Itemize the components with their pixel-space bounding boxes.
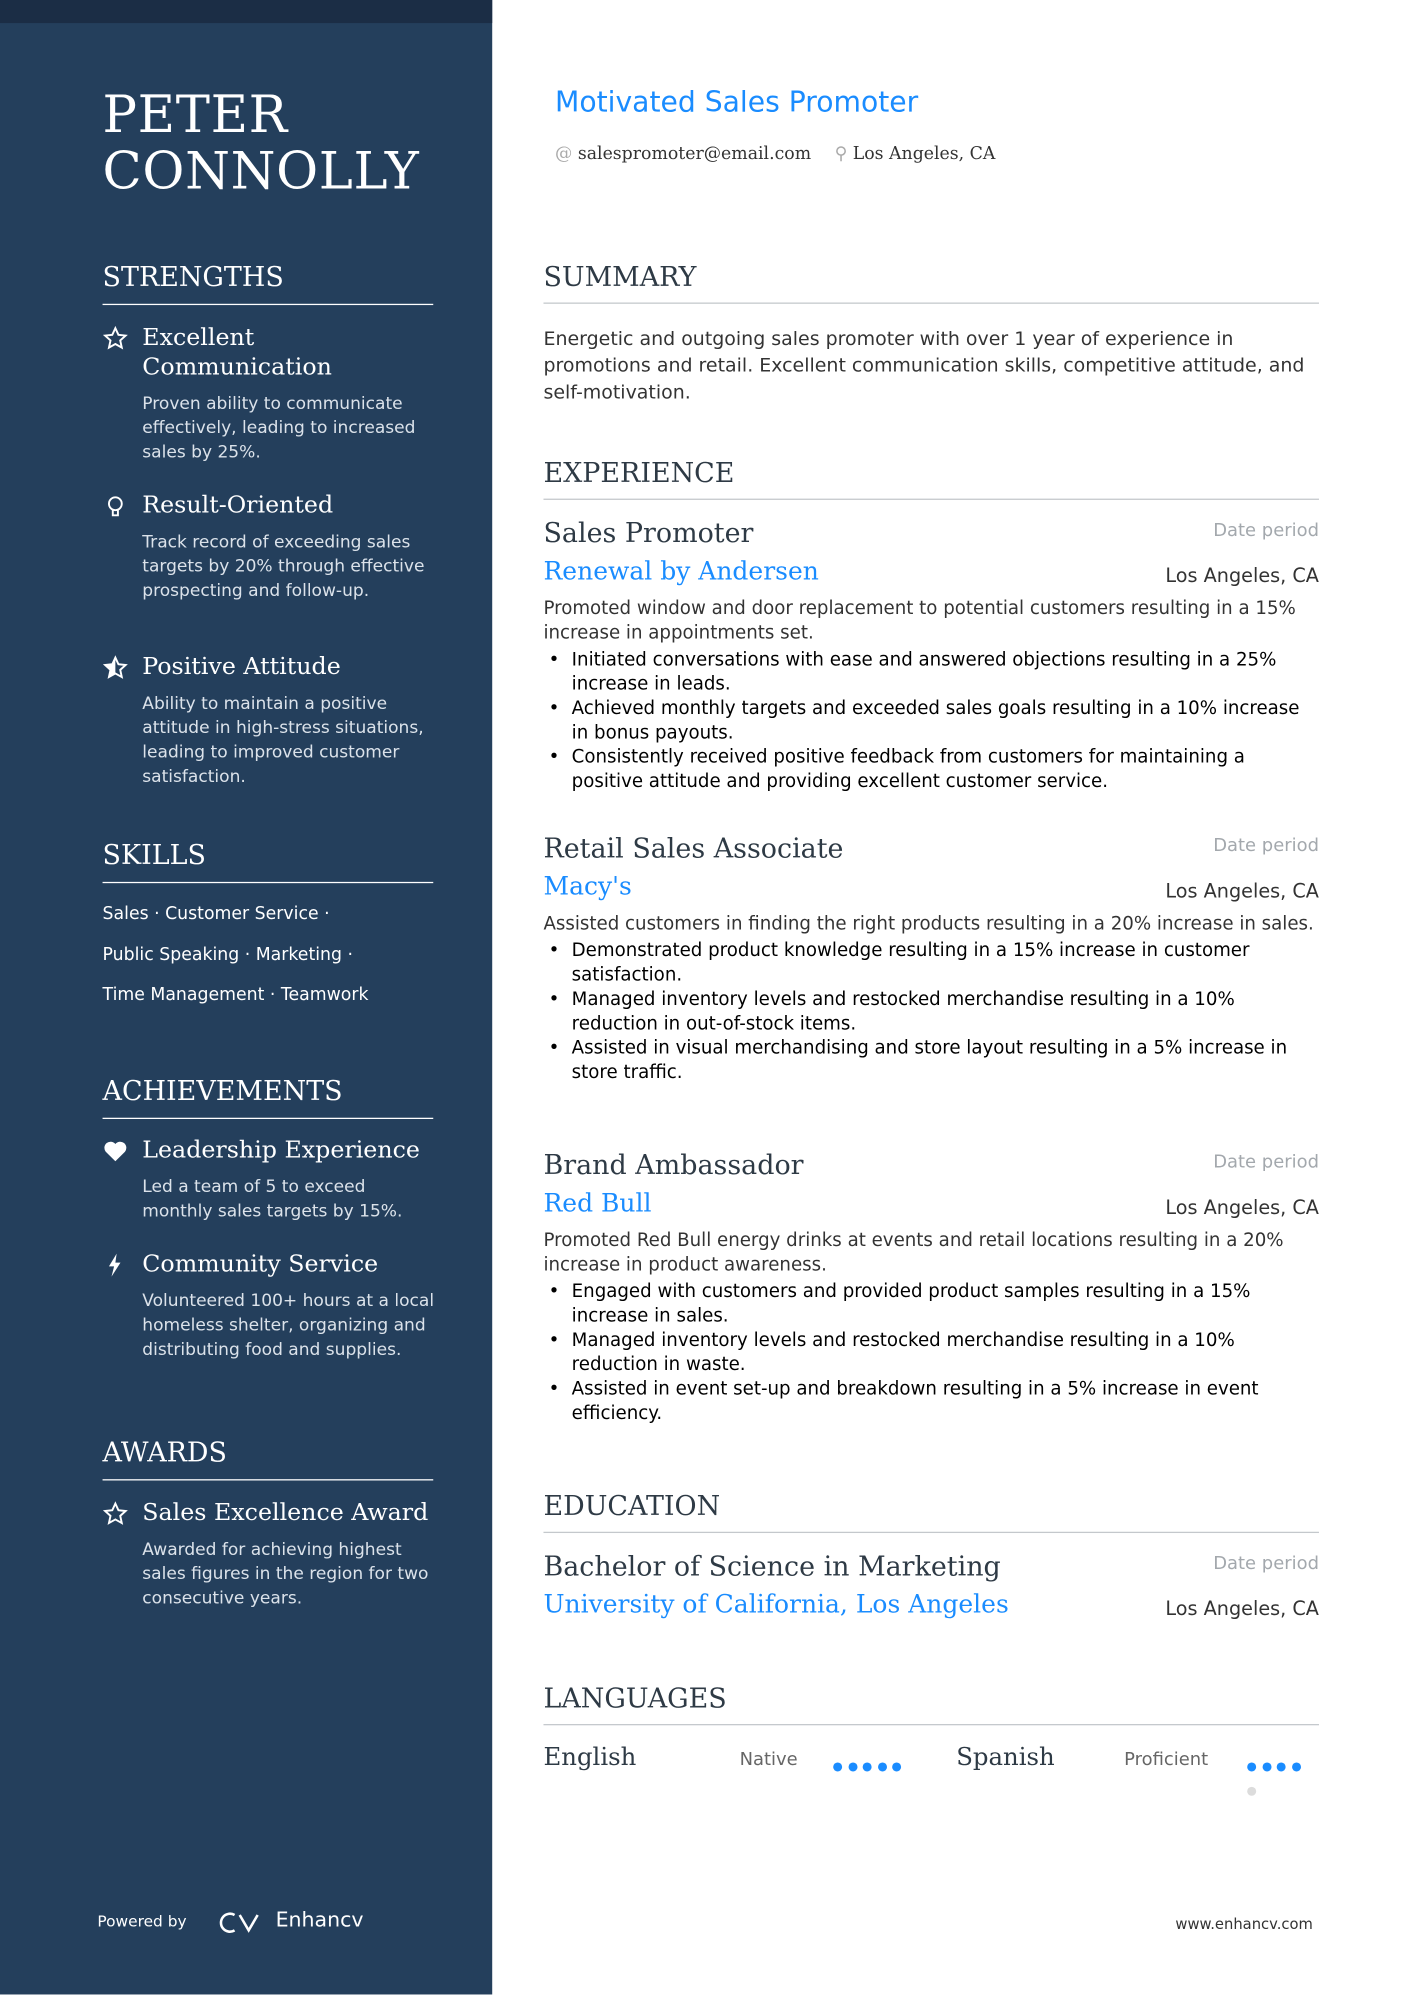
email[interactable]: salespromoter@email.com bbox=[577, 143, 812, 165]
job-bullets bbox=[543, 649, 1318, 795]
star-outline-icon bbox=[103, 326, 129, 352]
brand-name[interactable]: Enhancv bbox=[275, 1907, 364, 1932]
language-level: Proficient bbox=[1124, 1749, 1209, 1771]
strengths-heading: STRENGTHS bbox=[103, 261, 434, 305]
language-name: English bbox=[543, 1743, 637, 1772]
job-bullet: • Consistently received positive feedback from customers for maintaining a positive attitude and providing excellent customer service. bbox=[543, 746, 1318, 795]
job-entry bbox=[543, 833, 1318, 1086]
headline: Motivated Sales Promoter bbox=[555, 87, 919, 120]
skills-heading: SKILLS bbox=[103, 840, 434, 884]
languages-row bbox=[543, 1743, 1318, 1781]
candidate-name bbox=[103, 87, 420, 200]
rating-dot bbox=[848, 1762, 857, 1771]
strength-title: Excellent Communication bbox=[142, 324, 332, 381]
skills-line: Time Management · Teamwork bbox=[102, 984, 369, 1005]
achievement-item bbox=[103, 1250, 436, 1363]
strength-desc: Track record of exceeding sales targets by 20% through effective prospecting and follow-up. bbox=[142, 533, 425, 602]
job-company: Macy's bbox=[543, 871, 632, 902]
award-item bbox=[103, 1498, 449, 1611]
education-date: Date period bbox=[1213, 1553, 1319, 1575]
degree: Bachelor of Science in Marketing bbox=[543, 1550, 1001, 1582]
summary-text: Energetic and outgoing sales promoter with over 1 year of experience in promotions and retail. Excellent communication skills, competitive attitude, and self-motivation. bbox=[543, 328, 1305, 404]
education-location: Los Angeles, CA bbox=[1165, 1597, 1319, 1621]
education-entry bbox=[543, 1551, 1318, 1619]
languages-heading: LANGUAGES bbox=[543, 1683, 1318, 1725]
at-icon: @ bbox=[555, 143, 573, 165]
strength-item bbox=[103, 491, 436, 604]
last-name: CONNOLLY bbox=[102, 142, 420, 202]
awards-heading: AWARDS bbox=[103, 1437, 434, 1481]
lightning-icon bbox=[103, 1252, 129, 1278]
strength-desc: Ability to maintain a positive attitude in high-stress situations, leading to improved customer satisfaction. bbox=[142, 694, 424, 788]
rating-dot bbox=[1291, 1762, 1300, 1771]
job-bullet: • Assisted in visual merchandising and store layout resulting in a 5% increase in store traffic. bbox=[543, 1037, 1318, 1086]
job-date: Date period bbox=[1213, 1152, 1319, 1173]
job-bullet: • Achieved monthly targets and exceeded sales goals resulting in a 10% increase in bonus payouts. bbox=[543, 697, 1318, 746]
rating-dot bbox=[833, 1762, 842, 1771]
strength-item bbox=[103, 323, 436, 465]
school: University of California, Los Angeles bbox=[543, 1589, 1009, 1619]
footer-url[interactable]: www.enhancv.com bbox=[1175, 1915, 1313, 1933]
rating-dot bbox=[1262, 1762, 1271, 1771]
achievement-title: Community Service bbox=[142, 1251, 379, 1278]
language-rating bbox=[1247, 1752, 1319, 1801]
job-desc: Promoted window and door replacement to potential customers resulting in a 15% increase in appointments set. bbox=[543, 598, 1296, 644]
skills-line: Sales · Customer Service · bbox=[102, 903, 330, 925]
language-rating bbox=[833, 1752, 907, 1776]
job-bullet: • Managed inventory levels and restocked merchandise resulting in a 10% reduction in waste. bbox=[543, 1329, 1318, 1378]
award-desc: Awarded for achieving highest sales figures in the region for two consecutive years. bbox=[142, 1540, 429, 1609]
job-location: Los Angeles, CA bbox=[1165, 1195, 1319, 1219]
rating-dot bbox=[892, 1762, 901, 1771]
skills-list bbox=[103, 895, 369, 1016]
job-desc: Assisted customers in finding the right products resulting in a 20% increase in sales. bbox=[543, 913, 1314, 935]
achievement-desc: Volunteered 100+ hours at a local homeless shelter, organizing and distributing food and supplies. bbox=[142, 1292, 435, 1360]
job-role: Brand Ambassador bbox=[543, 1149, 804, 1181]
strength-title: Result-Oriented bbox=[142, 492, 334, 520]
first-name: PETER bbox=[102, 85, 288, 145]
skills-line: Public Speaking · Marketing · bbox=[102, 944, 354, 965]
job-entry bbox=[543, 1150, 1318, 1427]
job-location: Los Angeles, CA bbox=[1165, 563, 1319, 588]
strength-item bbox=[103, 652, 436, 789]
achievement-desc: Led a team of 5 to exceed monthly sales targets by 15%. bbox=[142, 1177, 403, 1222]
job-desc: Promoted Red Bull energy drinks at events and retail locations resulting in a 20% increase in product awareness. bbox=[543, 1230, 1284, 1276]
achievements-heading: ACHIEVEMENTS bbox=[103, 1075, 434, 1119]
strength-title: Positive Attitude bbox=[142, 653, 341, 681]
job-bullet: • Engaged with customers and provided product samples resulting in a 15% increase in sales. bbox=[543, 1281, 1318, 1330]
job-bullet: • Managed inventory levels and restocked merchandise resulting in a 10% reduction in out-of-stock items. bbox=[543, 988, 1318, 1037]
job-date: Date period bbox=[1213, 520, 1319, 541]
job-bullets bbox=[543, 940, 1318, 1086]
location: Los Angeles, CA bbox=[852, 143, 996, 165]
experience-heading: EXPERIENCE bbox=[543, 458, 1318, 500]
enhancv-logo-icon bbox=[217, 1910, 266, 1936]
contact-row bbox=[555, 144, 995, 165]
rating-dot bbox=[1247, 1762, 1256, 1771]
job-location: Los Angeles, CA bbox=[1165, 879, 1319, 903]
summary-heading: SUMMARY bbox=[543, 261, 1318, 303]
achievement-item bbox=[103, 1136, 436, 1224]
award-title: Sales Excellence Award bbox=[142, 1499, 429, 1527]
education-heading: EDUCATION bbox=[543, 1491, 1318, 1533]
top-band bbox=[0, 0, 492, 23]
job-bullet: • Assisted in event set-up and breakdown resulting in a 5% increase in event efficiency. bbox=[543, 1378, 1318, 1427]
achievement-title: Leadership Experience bbox=[142, 1136, 420, 1164]
language-name: Spanish bbox=[956, 1743, 1055, 1772]
job-company: Renewal by Andersen bbox=[543, 556, 819, 586]
job-role: Retail Sales Associate bbox=[543, 833, 844, 864]
rating-dot bbox=[877, 1762, 886, 1771]
job-date: Date period bbox=[1213, 835, 1319, 857]
job-entry bbox=[543, 518, 1318, 795]
rating-dot bbox=[863, 1762, 872, 1771]
job-bullet: • Demonstrated product knowledge resulting in a 15% increase in customer satisfaction. bbox=[543, 940, 1318, 989]
lightbulb-icon bbox=[103, 493, 129, 519]
language-level: Native bbox=[739, 1749, 798, 1771]
star-outline-icon bbox=[103, 1501, 129, 1527]
job-company: Red Bull bbox=[543, 1188, 652, 1218]
powered-by-label: Powered by bbox=[97, 1912, 187, 1931]
star-half-icon bbox=[103, 655, 129, 681]
job-bullet: • Initiated conversations with ease and answered objections resulting in a 25% increase in leads. bbox=[543, 649, 1318, 698]
rating-dot bbox=[1247, 1787, 1256, 1796]
rating-dot bbox=[1277, 1762, 1286, 1771]
heart-icon bbox=[103, 1138, 129, 1164]
job-bullets bbox=[543, 1281, 1318, 1427]
sidebar bbox=[0, 0, 492, 1994]
strength-desc: Proven ability to communicate effectively, leading to increased sales by 25%. bbox=[142, 394, 416, 463]
job-role: Sales Promoter bbox=[543, 517, 754, 549]
location-pin-icon: ⚲ bbox=[834, 143, 848, 165]
